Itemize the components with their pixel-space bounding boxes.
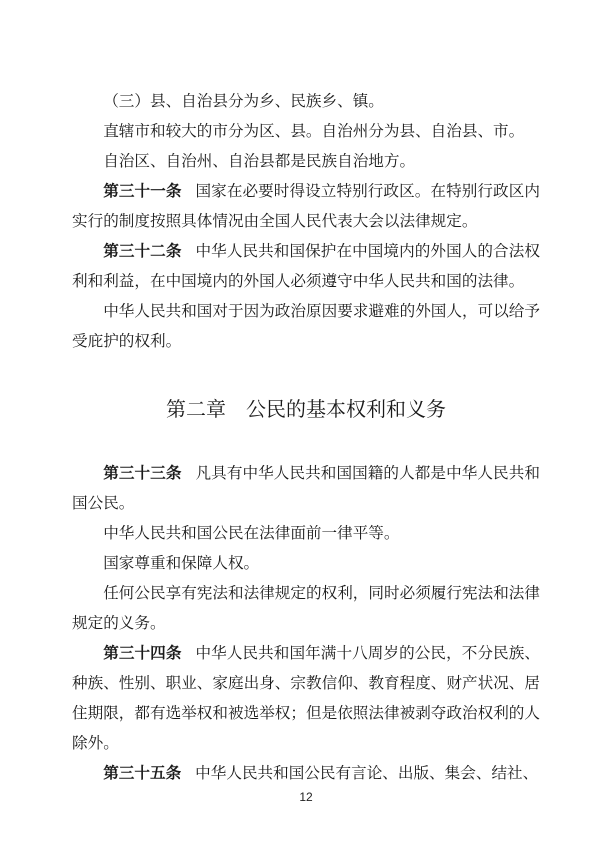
article-number: 第三十一条 [103, 182, 182, 200]
paragraph-text: 中华人民共和国保护在中国境内的外国人的合法权利和利益，在中国境内的外国人必须遵守中华人民共和国的法律。 [72, 242, 540, 290]
paragraph-text: 自治区、自治州、自治县都是民族自治地方。 [103, 152, 416, 170]
paragraph [72, 548, 540, 578]
paragraph [72, 146, 540, 176]
paragraph [72, 758, 540, 788]
paragraph-text: 直辖市和较大的市分为区、县。自治州分为县、自治县、市。 [103, 122, 525, 140]
paragraph-text: 中华人民共和国公民有言论、出版、集会、结社、 [195, 764, 539, 782]
paragraph-text: 中华人民共和国对于因为政治原因要求避难的外国人，可以给予受庇护的权利。 [72, 302, 540, 350]
paragraph-text: 国家在必要时得设立特别行政区。在特别行政区内实行的制度按照具体情况由全国人民代表大会以法律规定。 [72, 182, 540, 230]
paragraph [72, 176, 540, 236]
chapter-heading: 第二章 公民的基本权利和义务 [166, 397, 446, 421]
article-number: 第三十五条 [103, 764, 182, 782]
paragraph-text: 国家尊重和保障人权。 [103, 554, 260, 572]
paragraph-text: 中华人民共和国年满十八周岁的公民，不分民族、种族、性别、职业、家庭出身、宗教信仰、教育程度、财产状况、居住期限，都有选举权和被选举权；但是依照法律被剥夺政治权利的人除外。 [72, 644, 540, 752]
paragraph [72, 296, 540, 356]
paragraph [72, 236, 540, 296]
paragraph [72, 578, 540, 638]
article-number: 第三十二条 [103, 242, 182, 260]
paragraph-text: 任何公民享有宪法和法律规定的权利，同时必须履行宪法和法律规定的义务。 [72, 584, 540, 632]
paragraph-text: 凡具有中华人民共和国国籍的人都是中华人民共和国公民。 [72, 464, 540, 512]
paragraph-text: 中华人民共和国公民在法律面前一律平等。 [103, 524, 400, 542]
paragraph [72, 518, 540, 548]
paragraph [72, 86, 540, 116]
page-number: 12 [299, 790, 313, 804]
paragraph [72, 116, 540, 146]
article-number: 第三十三条 [103, 464, 182, 482]
paragraph [72, 638, 540, 758]
paragraph [72, 458, 540, 518]
document-body [72, 86, 540, 788]
paragraph-text: （三）县、自治县分为乡、民族乡、镇。 [103, 92, 384, 110]
article-number: 第三十四条 [103, 644, 182, 662]
